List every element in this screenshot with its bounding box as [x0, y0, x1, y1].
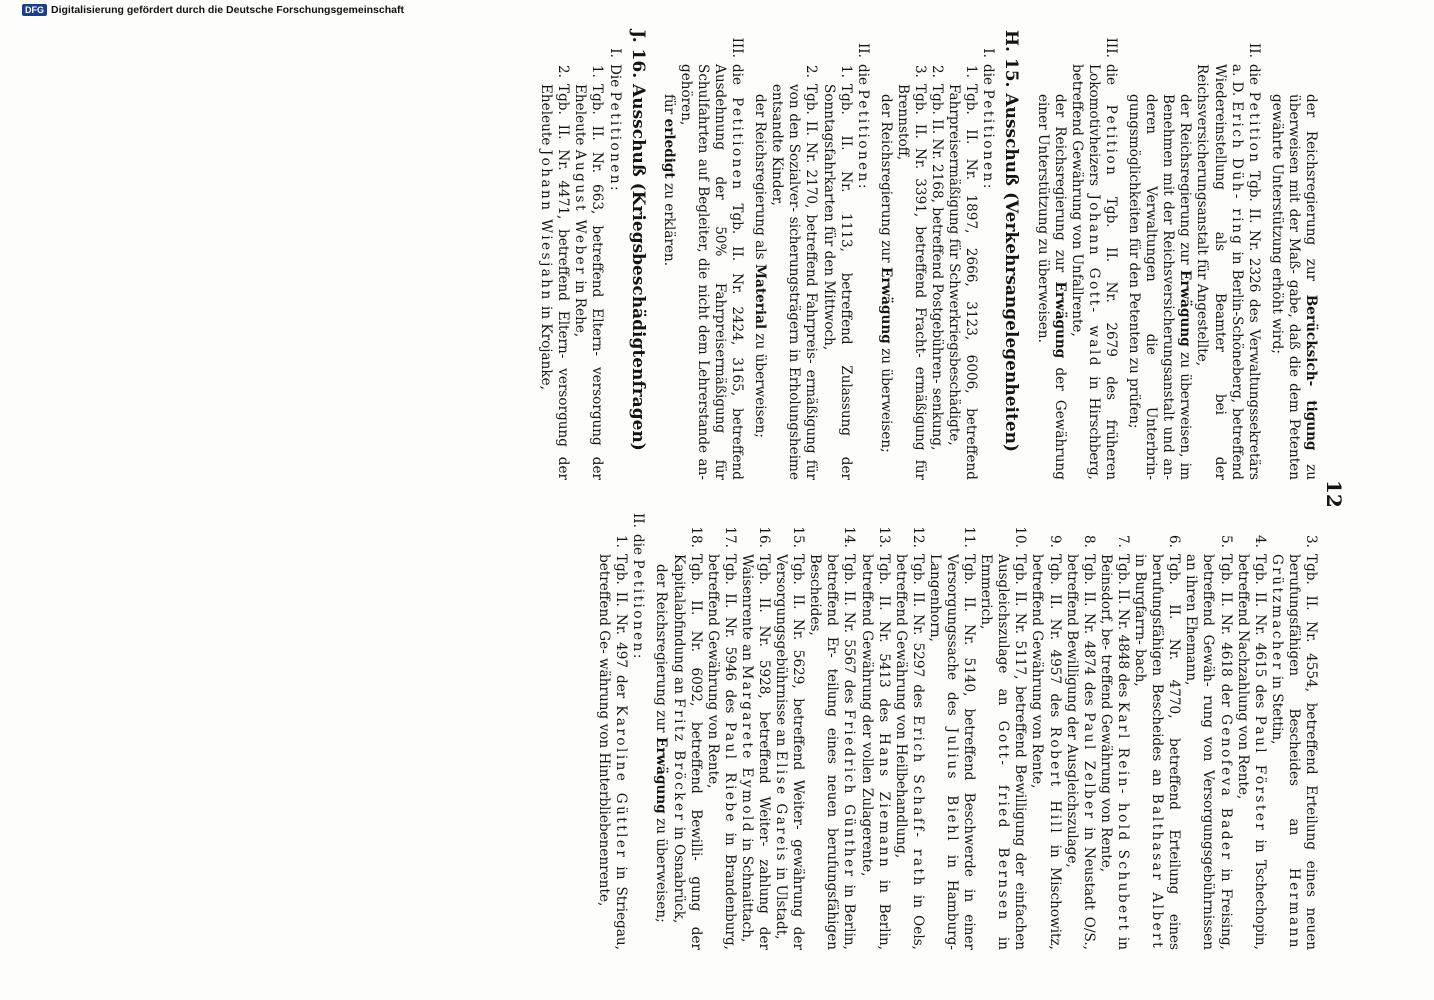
paragraph — [660, 30, 677, 480]
right-column — [595, 500, 1319, 950]
item-number: 16. — [756, 526, 772, 548]
spaced-text: Petitionen: — [630, 559, 647, 661]
item-text — [977, 554, 1028, 950]
list-item — [595, 520, 629, 950]
text: Tgb. II. Nr. 4848 des — [1114, 554, 1131, 698]
text: zu überweisen, im Benehmen mit der Reichsversicherungsanstalt und an- deren Verwaltungen die Unterbrin- gungsmöglichkeiten für den Petenten zu prüfen; — [1126, 94, 1194, 481]
text: in Ulstadt, — [773, 867, 790, 940]
list-item — [806, 520, 857, 950]
text: die — [630, 534, 647, 556]
item-number: 1. — [589, 65, 606, 78]
list-item — [1068, 30, 1119, 480]
spaced-text: Margarete Eymold — [738, 665, 755, 834]
item-number: I. — [606, 48, 623, 58]
spaced-text: Fritz Bröcker — [670, 698, 687, 823]
item-text — [629, 534, 646, 950]
item-text — [537, 84, 571, 480]
item-text — [1268, 554, 1319, 950]
section-heading: H. 15. Ausschuß (Verkehrsangelegenheiten) — [1001, 30, 1022, 453]
spaced-text: Robert Hill — [1046, 726, 1063, 836]
text: in Hamburg-Langenhorn, — [926, 554, 961, 951]
text: in Berlin-Schöneberg, betreffend Wiedereinstellung als Beamter bei der Reichsversicherungsanstalt für Angestellte, — [1194, 64, 1245, 481]
text: zu überweisen mit der Maß- gabe, daß die dem Petenten gewährte Unterstützung erhöht wird; — [1268, 94, 1319, 481]
text: Tgb. II. Nr. 5297 des — [909, 554, 926, 709]
text: Tgb. II. Nr. 5629, betreffend Weiter- gewährung der Versorgungsgebührnisse an — [773, 554, 807, 950]
text: Tgb. II. Nr. 4770, betreffend Erteilung eines berufungsfähigen Bescheides an — [1149, 554, 1183, 950]
spaced-text: Erich Schaff- rath — [909, 715, 926, 888]
text: Tgb. II. Nr. 5928, betreffend Weiter- zahlung der Waisenrente an — [738, 554, 772, 950]
list-item — [857, 520, 891, 950]
emphasis: erledigt — [660, 118, 677, 179]
text: die — [1102, 64, 1119, 86]
text: in Schnaittach, — [738, 838, 755, 943]
item-number: III. — [729, 37, 746, 58]
text: Tgb. II. Nr. 6092, betreffend Bewilli- gung der Kapitalabfindung an — [670, 554, 704, 950]
footer-credit — [22, 4, 404, 16]
text: Tgb. II. Nr. 2424, 3165, betreffend Ausdehnung der 50% Fahrpreisermäßigung für Schulfahrten auf Begleiter, die nicht dem Lehrerstande an- gehören, — [677, 64, 746, 480]
item-text — [1182, 554, 1233, 950]
item-text — [1068, 64, 1119, 480]
spaced-text: Paul Förster — [1251, 715, 1268, 833]
item-number: II. — [1245, 42, 1262, 58]
item-text — [854, 64, 871, 480]
text: in Neustadt O/S., betreffend Bewilligung der Ausgleichszulage, — [1063, 554, 1097, 950]
item-text — [738, 554, 772, 950]
item-number: 17. — [721, 526, 738, 548]
text: der Reichsregierung zur — [1051, 94, 1068, 273]
text: Tgb. II. Nr. 5117, betreffend Bewilligung der einfachen Ausgleichszulage an — [995, 554, 1029, 950]
emphasis: Material — [752, 263, 769, 330]
spaced-text: Johann Gott- wald — [1085, 194, 1102, 368]
item-number: 7. — [1114, 535, 1131, 548]
text: Tgb. II. Nr. 5413 des — [875, 554, 892, 723]
list-item — [1131, 520, 1182, 950]
list-item — [772, 520, 806, 950]
list-item — [669, 520, 703, 950]
text: zu überweisen; — [877, 348, 894, 453]
text: in Burgfarrn- bach, — [1132, 554, 1149, 687]
page-number: 12 — [1322, 480, 1346, 508]
paragraph — [652, 500, 669, 950]
text: in Oels, betreffend Gewährung von Heilbehandlung, — [892, 554, 926, 950]
dfg-logo: DFG — [22, 4, 47, 16]
text: in Freising, betreffend Gewäh- rung von Versorgungsgebührnissen an ihren Ehemann, — [1183, 554, 1234, 950]
paragraph — [877, 30, 894, 480]
item-text — [1097, 554, 1131, 950]
text: der Reichsregierung zur — [1303, 94, 1319, 282]
item-number: 3. — [1303, 535, 1319, 548]
text: in Osnabrück, — [670, 826, 687, 924]
item-number: 10. — [1012, 526, 1029, 548]
footer-text: Digitalisierung gefördert durch die Deutsche Forschungsgemeinschaft — [51, 4, 404, 16]
spaced-text: Friedrich Günther — [841, 709, 858, 879]
spaced-text: Petitionen — [729, 97, 746, 192]
spaced-text: Erich Düh- ring — [1228, 101, 1245, 247]
item-text — [1131, 554, 1182, 950]
text: Tgb. II. Nr. 2326 des Verwaltungssekretärs a. D. — [1228, 64, 1262, 481]
list-item — [945, 50, 979, 480]
item-text: Tgb. II. Nr. 2170, betreffend Fahrpreis- ermäßigung für von den Sozialver- sicherungsträgern in Erholungsheime entsandte Kinder, — [769, 84, 820, 480]
list-item — [571, 50, 605, 480]
item-number: 15. — [790, 526, 807, 548]
list-item — [677, 30, 745, 480]
item-number: 18. — [687, 526, 704, 548]
list-item — [738, 520, 772, 950]
item-number: III. — [1102, 37, 1119, 58]
text: der Reichsregierung zur — [877, 94, 894, 263]
text: Tgb. II. Nr. 663, betreffend Eltern- versorgung der Eheleute — [572, 84, 606, 480]
item-text — [605, 64, 622, 480]
list-item — [892, 520, 926, 950]
list-item — [1063, 520, 1097, 950]
emphasis: Erwägung — [877, 266, 894, 344]
item-text — [892, 554, 926, 950]
list-item — [928, 50, 945, 480]
item-number: 2. — [555, 65, 572, 78]
emphasis: Erwägung — [1051, 281, 1068, 359]
item-text: Tgb. II. Nr. 3391, betreffend Fracht- ermäßigung für Brennstoff, — [894, 84, 929, 480]
paragraph — [1034, 30, 1068, 480]
item-number: 12. — [909, 526, 926, 548]
text: Tgb. II. Nr. 4874 des — [1080, 554, 1097, 706]
list-item — [1234, 520, 1268, 950]
item-number: II. — [630, 512, 647, 528]
spaced-text: Petitionen: — [980, 89, 997, 191]
section-heading: J. 16. Ausschuß (Kriegsbeschädigtenfragen) — [627, 30, 648, 451]
item-text: Tgb. II. Nr. 2168, betreffend Postgebühren- senkung, — [929, 84, 946, 451]
item-number: 2. — [929, 65, 946, 78]
item-text — [595, 554, 629, 950]
text: Tgb. II. Nr. 5946 des — [721, 554, 738, 714]
text: Die — [606, 64, 623, 88]
text: Tgb. II. Nr. 5567 des — [841, 554, 858, 704]
emphasis: Erwägung — [653, 736, 670, 814]
item-text: Tgb. II. Nr. 1113, betreffend Zulassung der Sonntagsfahrkarten für den Mittwoch, — [820, 84, 854, 480]
paragraph — [1125, 30, 1193, 480]
emphasis: Erwägung — [1177, 269, 1194, 347]
item-text — [979, 64, 996, 480]
text: Tgb. II. Nr. 4615 des — [1251, 554, 1268, 709]
item-number: 4. — [1251, 535, 1268, 548]
item-number: 8. — [1080, 535, 1097, 548]
item-number: 13. — [875, 526, 892, 548]
list-item — [1097, 520, 1131, 950]
list-item — [605, 30, 622, 480]
item-number: 5. — [1217, 535, 1234, 548]
text: Tgb. II. Nr. 4618 der — [1217, 554, 1234, 708]
spaced-text: Petition — [1245, 91, 1262, 165]
item-number: 1. — [837, 65, 854, 78]
text: Tgb. II. Nr. 5140, betreffend Beschwerde in einer Versorgungssache des — [944, 554, 978, 950]
item-text — [772, 554, 806, 950]
text: in Tschechopin, betreffend Nachzahlung von Rente, — [1234, 554, 1268, 950]
list-item — [894, 50, 928, 480]
item-text — [1193, 64, 1261, 480]
spaced-text: Paul Zelber — [1080, 712, 1097, 821]
list-item — [1193, 30, 1261, 480]
emphasis: Berücksich- tigung — [1303, 294, 1319, 451]
text: in Rehe, — [572, 280, 589, 338]
item-number: 6. — [1166, 535, 1183, 548]
text: Tgb. II. Nr. 4554, betreffend Erteilung eines neuen berufungsfähigen Bescheides an — [1285, 554, 1319, 950]
text: in Stettin, — [1268, 675, 1285, 745]
text: in Emmerich, — [978, 554, 1012, 950]
text: in Striegau, betreffend Ge- währung von Hinterbliebenenrente, — [596, 554, 630, 951]
item-text — [677, 64, 745, 480]
item-number: 9. — [1046, 535, 1063, 548]
item-text — [571, 84, 605, 480]
text: der Reichsregierung zur — [1177, 94, 1194, 265]
text: der Reichsregierung als — [752, 94, 769, 260]
text: Tgb. II. Nr. 4471, betreffend Eltern- versorgung der Eheleute — [538, 84, 572, 480]
spaced-text: Karl Rein- hold Schubert — [1114, 701, 1131, 933]
spaced-text: Hans Ziemann — [875, 733, 892, 870]
list-item — [629, 500, 646, 950]
paragraph — [751, 30, 768, 480]
spaced-text: Karoline Güttler — [613, 705, 630, 860]
text: in Berlin, betreffend Gewährung der vollen Zulagerente, — [858, 554, 892, 951]
item-text — [926, 554, 977, 950]
item-text — [669, 554, 703, 950]
item-number: 1. — [963, 65, 980, 78]
item-number: 2. — [803, 65, 820, 78]
text: zu überweisen; — [752, 333, 769, 439]
list-item — [1028, 520, 1062, 950]
item-text: Tgb. II. Nr. 1897, 2666, 3123, 6006, betreffend Fahrpreisermäßigung für Schwerkriegsbeschädigte, — [946, 84, 980, 480]
text: Tgb. II. Nr. 2679 des früheren Lokomotivheizers — [1085, 64, 1119, 480]
list-item — [1268, 520, 1319, 950]
spaced-text: Balthasar Albert — [1149, 793, 1166, 950]
spaced-text: Hermann Grützmacher — [1268, 554, 1302, 950]
spaced-text: Genofeva Bader — [1217, 714, 1234, 862]
item-number: I. — [980, 48, 997, 58]
text: in Krojanke, — [538, 306, 555, 390]
list-item — [704, 520, 738, 950]
list-item — [819, 50, 853, 480]
spaced-text: Elise Gareis — [773, 750, 790, 863]
list-item — [768, 50, 819, 480]
text: zu erklären. — [660, 183, 677, 267]
text: Tgb. II. Nr. 4957 des — [1046, 554, 1063, 718]
item-text — [1028, 554, 1062, 950]
text: die — [980, 64, 997, 86]
paragraph — [1268, 30, 1319, 480]
item-number: 1. — [613, 535, 630, 548]
spaced-text: August Weber — [572, 149, 589, 277]
text: die — [729, 64, 746, 86]
list-item — [926, 520, 977, 950]
right-item-list — [669, 500, 1319, 950]
item-number: II. — [854, 42, 871, 58]
text: in Brandenburg, betreffend Gewährung von Rente, — [704, 554, 738, 950]
list-item — [979, 30, 996, 480]
text: in Mischowitz, betreffend Gewährung von Rente, — [1029, 554, 1063, 951]
text: die — [854, 64, 871, 86]
spaced-text: Johann Wiesjahn — [538, 149, 555, 302]
list-item — [537, 50, 571, 480]
spaced-text: Petition — [1102, 104, 1119, 178]
item-text — [806, 554, 857, 950]
spaced-text: Julius Biehl — [944, 727, 961, 844]
text: die — [1245, 64, 1262, 86]
item-text — [857, 554, 891, 950]
text: Tgb. II. Nr. 497 der — [613, 554, 630, 699]
item-number: 14. — [841, 526, 858, 548]
text: in Berlin, betreffend Er- teilung eines neuen berufungsfähigen Bescheides, — [807, 554, 858, 950]
item-text — [704, 554, 738, 950]
text: zu überweisen; — [653, 818, 670, 923]
item-text — [1234, 554, 1268, 950]
text: in Hirschberg, betreffend Gewährung von Unfallrente, — [1068, 64, 1102, 480]
list-item — [977, 520, 1028, 950]
spaced-text: Petitionen: — [854, 89, 871, 191]
item-number: 3. — [912, 65, 929, 78]
item-text — [1063, 554, 1097, 950]
text: der Gewährung einer Unterstützung zu überweisen. — [1034, 94, 1068, 480]
spaced-text: Gott- fried Bernsen — [995, 720, 1012, 922]
text: in Beinsdorf, be- treffend Gewährung von Rente, — [1097, 554, 1131, 950]
text: der Reichsregierung zur — [653, 564, 670, 733]
text: für — [660, 94, 677, 115]
spaced-text: Petitionen: — [606, 91, 623, 194]
left-column — [537, 30, 1319, 480]
list-item — [1182, 520, 1233, 950]
list-item — [854, 30, 871, 480]
item-number: 11. — [961, 526, 978, 548]
spaced-text: Paul Riebe — [721, 721, 738, 825]
